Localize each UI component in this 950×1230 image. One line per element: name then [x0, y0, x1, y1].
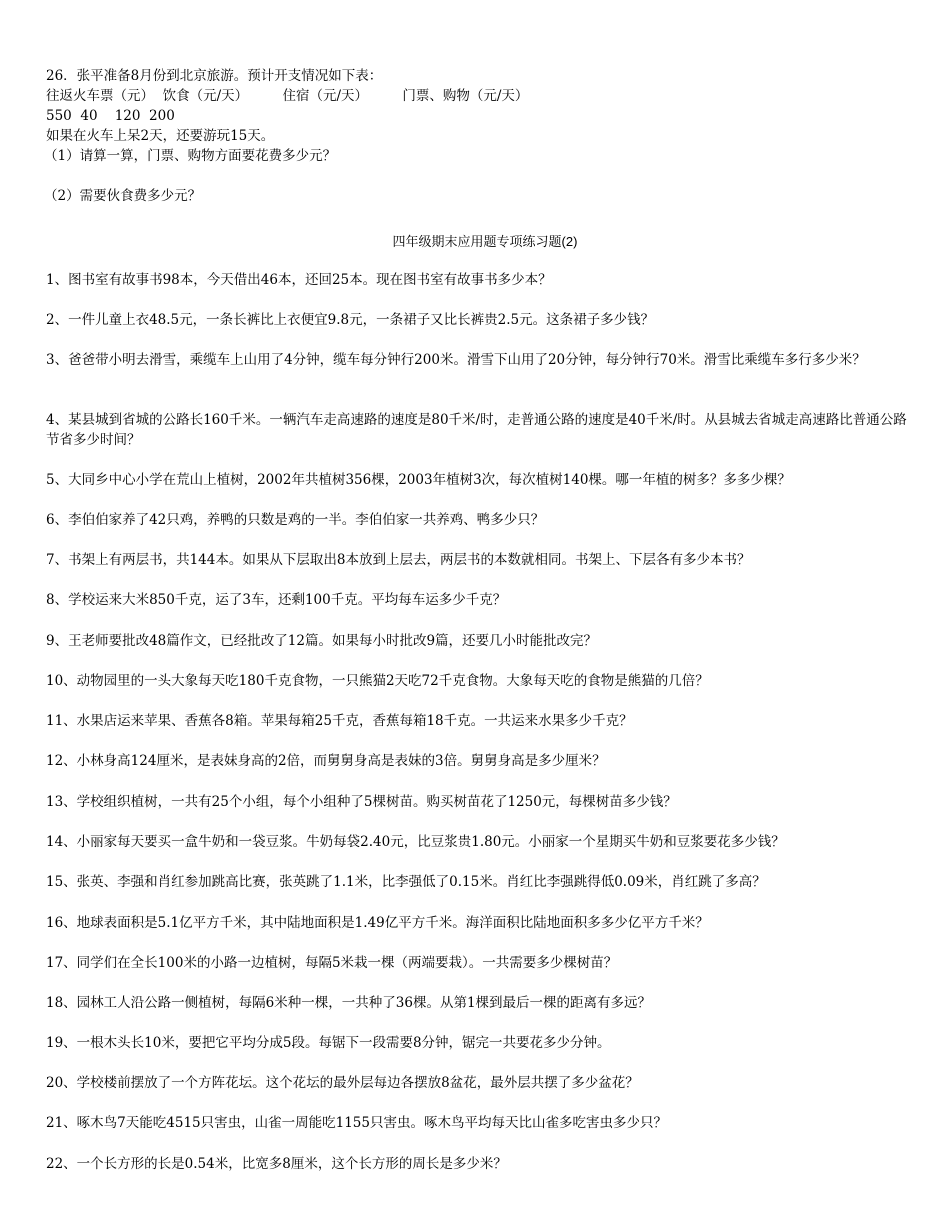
expense-table-header: 往返火车票（元） 饮食（元/天） 住宿（元/天） 门票、购物（元/天） — [46, 88, 529, 104]
expense-table-values: 550 40 120 200 — [46, 108, 175, 124]
question-item: 6、李伯伯家养了42只鸡，养鸭的只数是鸡的一半。李伯伯家一共养鸡、鸭多少只？ — [46, 512, 545, 528]
question-item: 15、张英、李强和肖红参加跳高比赛，张英跳了1.1米，比李强低了0.15米。肖红比李强跳得低0.09米，肖红跳了多高？ — [46, 874, 766, 890]
question-26-condition: 如果在火车上呆2天，还要游玩15天。 — [46, 128, 275, 144]
question-26-sub-2: （2）需要伙食费多少元？ — [44, 188, 202, 204]
question-item: 17、同学们在全长100米的小路一边植树，每隔5米栽一棵（两端要栽）。一共需要多少棵树苗？ — [46, 955, 618, 971]
question-item: 14、小丽家每天要买一盒牛奶和一袋豆浆。牛奶每袋2.40元，比豆浆贵1.80元。小丽家一个星期买牛奶和豆浆要花多少钱？ — [46, 834, 785, 850]
question-item: 12、小林身高124厘米，是表妹身高的2倍，而舅舅身高是表妹的3倍。舅舅身高是多少厘米？ — [46, 753, 606, 769]
question-item: 13、学校组织植树，一共有25个小组，每个小组种了5棵树苗。购买树苗花了1250元，每棵树苗多少钱？ — [46, 794, 677, 810]
question-item: 11、水果店运来苹果、香蕉各8箱。苹果每箱25千克，香蕉每箱18千克。一共运来水果多少千克？ — [46, 713, 633, 729]
section-title: 四年级期末应用题专项练习题(2) — [392, 234, 578, 249]
question-item: 2、一件儿童上衣48.5元，一条长裤比上衣便宜9.8元，一条裙子又比长裤贵2.5元。这条裙子多少钱？ — [46, 312, 655, 328]
question-item: 21、啄木鸟7天能吃4515只害虫，山雀一周能吃1155只害虫。啄木鸟平均每天比山雀多吃害虫多少只？ — [46, 1115, 667, 1131]
question-item: 16、地球表面积是5.1亿平方千米，其中陆地面积是1.49亿平方千米。海洋面积比陆地面积多多少亿平方千米？ — [46, 915, 709, 931]
question-item: 10、动物园里的一头大象每天吃180千克食物，一只熊猫2天吃72千克食物。大象每天吃的食物是熊猫的几倍？ — [46, 673, 709, 689]
question-26-sub-1: （1）请算一算，门票、购物方面要花费多少元？ — [44, 148, 337, 164]
question-item: 3、爸爸带小明去滑雪，乘缆车上山用了4分钟，缆车每分钟行200米。滑雪下山用了20分钟，每分钟行70米。滑雪比乘缆车多行多少米？ — [46, 352, 866, 368]
question-item: 18、园林工人沿公路一侧植树，每隔6米种一棵，一共种了36棵。从第1棵到最后一棵的距离有多远？ — [46, 995, 652, 1011]
question-item: 7、书架上有两层书，共144本。如果从下层取出8本放到上层去，两层书的本数就相同。书架上、下层各有多少本书？ — [46, 552, 751, 568]
question-item: 20、学校楼前摆放了一个方阵花坛。这个花坛的最外层每边各摆放8盆花，最外层共摆了多少盆花？ — [46, 1075, 639, 1091]
question-item: 8、学校运来大米850千克，运了3车，还剩100千克。平均每车运多少千克？ — [46, 592, 507, 608]
question-item: 1、图书室有故事书98本，今天借出46本，还回25本。现在图书室有故事书多少本？ — [46, 272, 552, 288]
question-item: 19、一根木头长10米，要把它平均分成5段。每锯下一段需要8分钟，锯完一共要花多少分钟。 — [46, 1035, 611, 1051]
question-26-heading: 26．张平准备8月份到北京旅游。预计开支情况如下表： — [46, 68, 383, 84]
question-item: 9、王老师要批改48篇作文，已经批改了12篇。如果每小时批改9篇，还要几小时能批改完？ — [46, 633, 598, 649]
question-item: 4、某县城到省城的公路长160千米。一辆汽车走高速路的速度是80千米/时，走普通公路的速度是40千米/时。从县城去省城走高速路比普通公路节省多少时间？ — [46, 412, 907, 448]
question-item: 5、大同乡中心小学在荒山上植树，2002年共植树356棵，2003年植树3次，每次植树140棵。哪一年植的树多？多多少棵？ — [46, 472, 791, 488]
question-item: 22、一个长方形的长是0.54米，比宽多8厘米，这个长方形的周长是多少米？ — [46, 1156, 507, 1172]
